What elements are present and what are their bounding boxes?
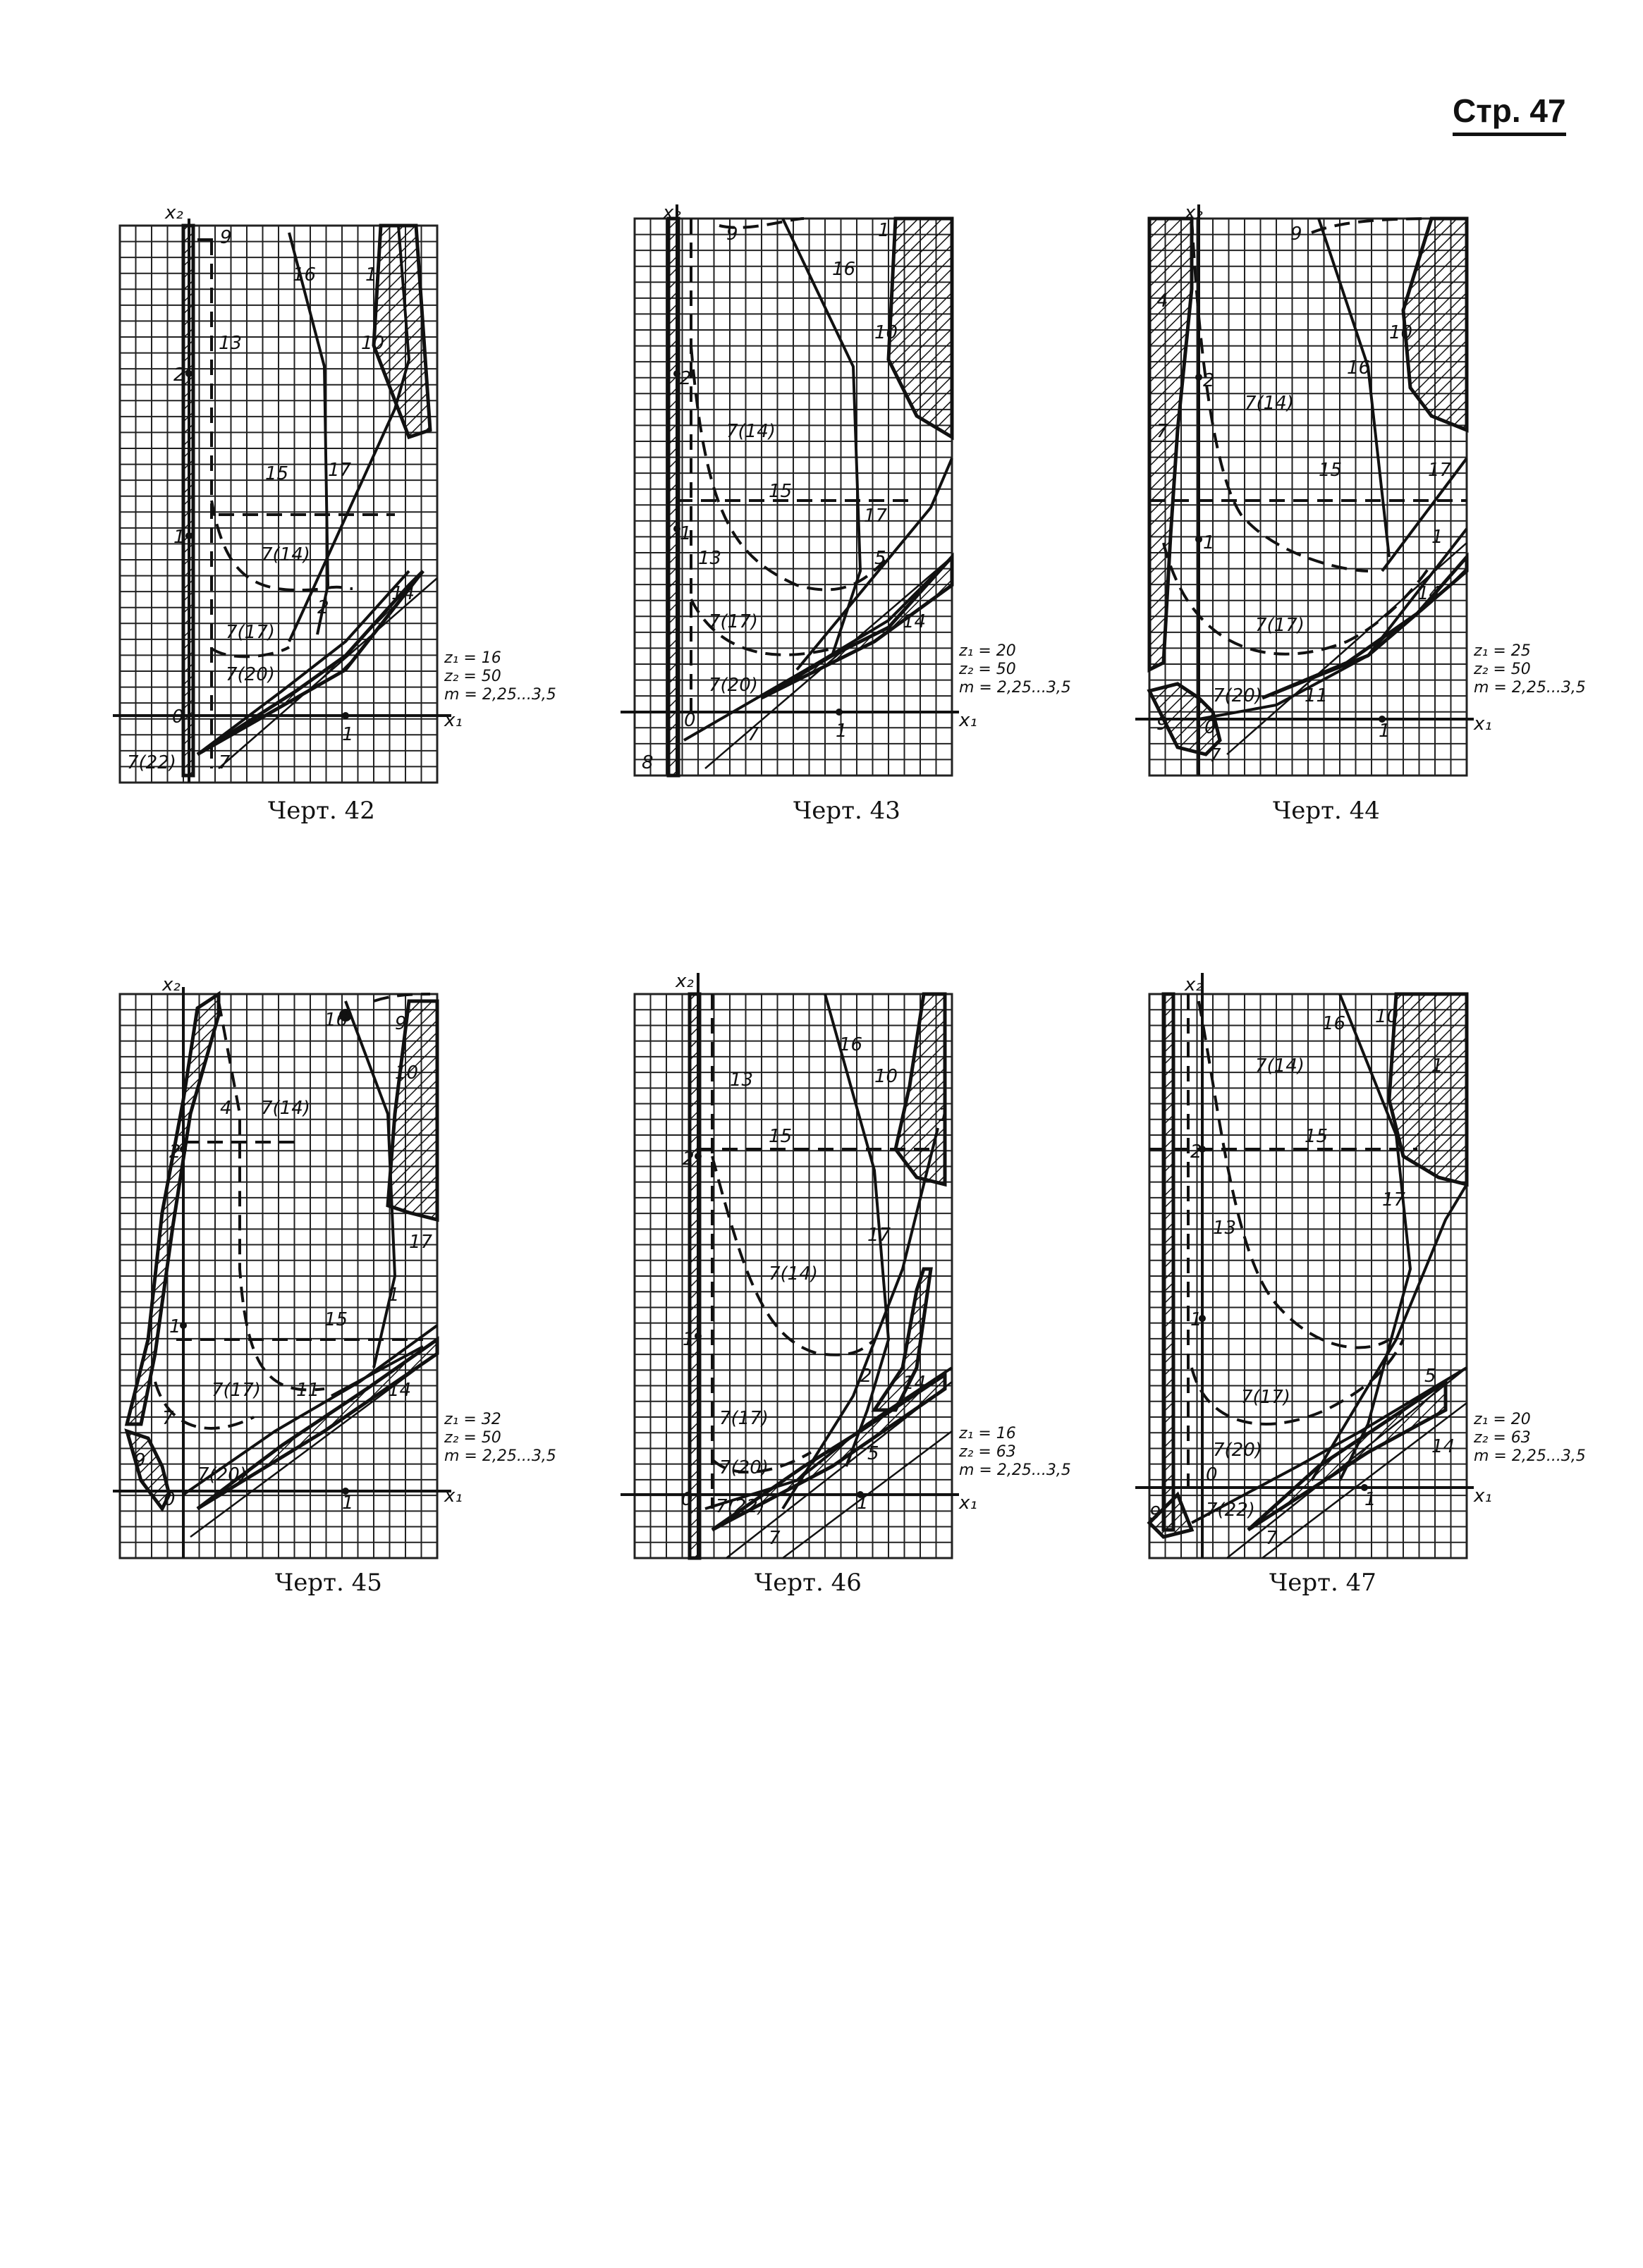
curve-label: 13 <box>1213 1218 1237 1239</box>
y-axis-label: x₂ <box>1185 202 1203 223</box>
y-tick-label-2: 2 <box>173 364 185 386</box>
x-tick-dot <box>342 712 349 719</box>
y-tick-dot <box>695 1153 702 1160</box>
curve-label: 7(20) <box>709 675 758 696</box>
curve-label: 7 <box>219 752 231 773</box>
origin-label: 0 <box>681 1489 693 1510</box>
y-tick-label-1: 1 <box>1203 532 1215 553</box>
curve-label: 16 <box>1347 357 1371 379</box>
figure-44-plot <box>1135 204 1601 790</box>
curve-label: 2 <box>860 1366 872 1387</box>
curve-label: 2 <box>317 597 329 618</box>
curve-label: 7 <box>1266 1528 1278 1549</box>
curve-label: 4 <box>1156 290 1168 312</box>
figure-45-plot <box>113 973 564 1593</box>
curve-label: 7(17) <box>226 622 275 643</box>
x-axis-label: x₁ <box>959 710 977 731</box>
curve-label: 1 <box>388 1285 400 1306</box>
boundary-hatch <box>690 994 700 1558</box>
curve-label: 7 <box>769 1528 781 1549</box>
figure-42-plot <box>113 204 564 790</box>
param-z1: z₁ = 16 <box>959 1425 1016 1442</box>
curve-label: 11 <box>296 1380 320 1401</box>
curve-label: 13 <box>219 333 243 354</box>
curve-label: 1 <box>878 220 890 241</box>
param-z1: z₁ = 16 <box>444 649 501 667</box>
curve-label: 14 <box>391 583 415 604</box>
figure-42 <box>113 202 564 825</box>
curve-label: 7(17) <box>1255 615 1305 636</box>
curve-label: 17 <box>409 1232 433 1253</box>
boundary-hatch <box>183 226 193 776</box>
curve-label: 16 <box>324 1010 348 1031</box>
figure-caption: Черт. 43 <box>793 797 900 825</box>
y-tick-label-1: 1 <box>169 1316 181 1337</box>
curve-label: 7(20) <box>1213 685 1262 706</box>
curve-label: 7(14) <box>261 544 310 565</box>
curve-10-region <box>888 219 952 437</box>
y-tick-label-2: 2 <box>680 368 692 389</box>
y-axis-label: x₂ <box>663 202 681 223</box>
curve-label: 7(14) <box>261 1098 310 1119</box>
curve-label: 7(20) <box>226 664 275 685</box>
x-axis-label: x₁ <box>1474 1485 1492 1507</box>
param-m: m = 2,25...3,5 <box>959 1461 1071 1479</box>
curve-label: 16 <box>839 1034 863 1055</box>
curve-label: 9 <box>395 1013 407 1034</box>
figure-44 <box>1135 202 1601 825</box>
y-axis-label: x₂ <box>165 202 183 223</box>
curve-label: 7 <box>1156 421 1168 442</box>
y-axis-label: x₂ <box>162 974 181 995</box>
figure-caption: Черт. 46 <box>755 1569 862 1597</box>
curve-14 <box>705 557 952 768</box>
param-m: m = 2,25...3,5 <box>444 686 556 704</box>
curve-label: 10 <box>874 322 898 343</box>
figure-43-plot <box>621 204 1086 790</box>
curve-label: 5 <box>874 548 886 569</box>
y-tick-label-2: 2 <box>169 1141 181 1163</box>
curve-label: 7(20) <box>197 1464 247 1485</box>
curve-label: 7 <box>162 1408 174 1429</box>
param-m: m = 2,25...3,5 <box>444 1447 556 1465</box>
curve-label: 7(17) <box>1241 1387 1290 1408</box>
curve-label: 14 <box>903 611 927 632</box>
boundary-region-4 <box>1149 219 1192 670</box>
curve-label: 14 <box>1417 583 1441 604</box>
curve-label: 15 <box>1305 1126 1329 1147</box>
curve-label: 9 <box>1149 1503 1161 1524</box>
x-tick-label: 1 <box>857 1492 869 1514</box>
curve-10-region <box>1389 994 1467 1184</box>
curve-label: 9 <box>726 223 738 245</box>
x-tick-label: 1 <box>342 1492 354 1514</box>
curve-label: 7(22) <box>1206 1500 1255 1521</box>
curve-label: 7(14) <box>769 1263 818 1285</box>
figure-47 <box>1135 973 1601 1597</box>
curve-16 <box>1319 219 1389 557</box>
curve-label: 7(22) <box>127 752 176 773</box>
curve-label: 17 <box>1428 460 1452 481</box>
origin-label: 0 <box>684 710 696 731</box>
curve-label: 17 <box>867 1225 891 1246</box>
y-tick-dot <box>1195 374 1202 381</box>
curve-label: 7(14) <box>1245 393 1294 414</box>
curve-label: 10 <box>1389 322 1413 343</box>
figure-43 <box>621 202 1086 825</box>
curve-label: 10 <box>361 333 385 354</box>
origin-label: 0 <box>1206 1464 1218 1485</box>
figure-caption: Черт. 47 <box>1269 1569 1376 1597</box>
curve-label: 16 <box>832 259 856 280</box>
y-tick-dot <box>185 532 193 539</box>
figure-45 <box>113 973 564 1597</box>
curve-label: 1 <box>1431 1055 1443 1077</box>
curve-label: 16 <box>1322 1013 1346 1034</box>
curve-label: 7(17) <box>212 1380 261 1401</box>
curve-label: 1 <box>365 264 377 286</box>
y-tick-label-2: 2 <box>683 1148 695 1170</box>
curve-label: 10 <box>395 1062 419 1084</box>
curve-label: 5 <box>1424 1366 1436 1387</box>
x-tick-label: 1 <box>836 721 848 742</box>
y-tick-label-2: 2 <box>1190 1141 1202 1163</box>
figure-46 <box>621 971 1086 1597</box>
curve-label: 17 <box>1382 1189 1406 1210</box>
curve-7-20 <box>197 571 409 754</box>
y-tick-label-1: 1 <box>683 1329 695 1350</box>
x-axis-label: x₁ <box>444 710 463 731</box>
curve-label: 7(22) <box>716 1496 765 1517</box>
curve-label: 14 <box>388 1380 412 1401</box>
param-z1: z₁ = 20 <box>1474 1411 1531 1428</box>
figure-46-plot <box>621 973 1086 1593</box>
curve-label: 15 <box>769 1126 793 1147</box>
page-number: Стр. 47 <box>1453 92 1566 136</box>
curve-label: 9 <box>220 227 232 248</box>
curve-label: 9 <box>1290 223 1302 245</box>
curve-label: 15 <box>324 1309 348 1330</box>
curve-label: 17 <box>328 460 352 481</box>
curve-label: 16 <box>293 264 317 286</box>
param-z2: z₂ = 50 <box>444 668 501 685</box>
param-z2: z₂ = 63 <box>1474 1429 1531 1447</box>
curve-9 <box>1312 219 1446 233</box>
curve-label: 7 <box>1209 745 1221 766</box>
curve-label: 1 <box>1431 527 1443 548</box>
curve-label: 9 <box>1156 713 1168 735</box>
y-tick-label-1: 1 <box>1190 1309 1202 1330</box>
boundary-hatch <box>668 219 678 776</box>
origin-label: 0 <box>172 706 184 728</box>
curve-label: 1 <box>938 1105 950 1126</box>
param-m: m = 2,25...3,5 <box>1474 1447 1586 1465</box>
y-tick-dot <box>185 370 193 377</box>
curve-label: 8 <box>642 752 654 773</box>
figure-caption: Черт. 45 <box>275 1569 382 1597</box>
x-tick-label: 1 <box>342 724 354 745</box>
param-z2: z₂ = 63 <box>959 1443 1016 1461</box>
x-tick-dot <box>836 709 843 716</box>
param-m: m = 2,25...3,5 <box>959 679 1071 697</box>
curve-label: 13 <box>730 1069 754 1091</box>
param-z2: z₂ = 50 <box>1474 661 1531 678</box>
curve-label: 10 <box>1375 1006 1399 1027</box>
param-z2: z₂ = 50 <box>444 1429 501 1447</box>
y-tick-label-1: 1 <box>680 523 692 544</box>
curve-label: 10 <box>874 1066 898 1087</box>
figure-caption: Черт. 42 <box>268 797 375 825</box>
param-z1: z₁ = 25 <box>1474 642 1531 660</box>
curve-label: 11 <box>1305 685 1329 706</box>
curve-label: 7(20) <box>1213 1440 1262 1461</box>
curve-label: 7(14) <box>1255 1055 1305 1077</box>
figure-47-plot <box>1135 973 1601 1593</box>
curve-7-14 <box>1199 1001 1389 1348</box>
param-z1: z₁ = 32 <box>444 1411 501 1428</box>
curve-10-region <box>896 994 945 1184</box>
curve-label: 17 <box>864 505 888 527</box>
curve-label: 7(20) <box>719 1457 769 1478</box>
param-z1: z₁ = 20 <box>959 642 1016 660</box>
param-z2: z₂ = 50 <box>959 661 1016 678</box>
y-tick-dot <box>695 1332 702 1340</box>
x-tick-label: 1 <box>1364 1489 1376 1510</box>
y-tick-label-2: 2 <box>1203 370 1215 391</box>
origin-label: 0 <box>164 1489 176 1510</box>
x-tick-label: 1 <box>1379 721 1391 742</box>
boundary-hatch <box>1163 994 1173 1530</box>
y-tick-dot <box>1195 536 1202 543</box>
curve-label: 15 <box>1319 460 1343 481</box>
boundary-region-9 <box>127 1431 169 1509</box>
curve-label: 15 <box>265 463 289 484</box>
y-axis-label: x₂ <box>1185 974 1203 995</box>
curve-label: 13 <box>698 548 722 569</box>
curve-label: 14 <box>1431 1436 1455 1457</box>
curve-label: 4 <box>220 1098 232 1119</box>
y-axis-label: x₂ <box>676 971 694 992</box>
curve-label: 15 <box>769 481 793 502</box>
curve-label: 7(17) <box>709 611 758 632</box>
boundary-region-4 <box>127 994 219 1424</box>
curve-label: 7(14) <box>726 421 776 442</box>
origin-label: 0 <box>1204 717 1216 738</box>
curve-7-14 <box>219 1001 324 1390</box>
curve-label: 5 <box>867 1443 879 1464</box>
x-axis-label: x₁ <box>444 1485 463 1507</box>
x-axis-label: x₁ <box>959 1492 977 1514</box>
figure-caption: Черт. 44 <box>1273 797 1380 825</box>
curve-label: 9 <box>134 1450 146 1471</box>
x-axis-label: x₁ <box>1474 713 1492 735</box>
curve-label: 7(17) <box>719 1408 769 1429</box>
curve-label: 14 <box>903 1373 927 1394</box>
curve-label: 7 <box>747 724 759 745</box>
param-m: m = 2,25...3,5 <box>1474 679 1586 697</box>
y-tick-label-1: 1 <box>173 527 185 548</box>
